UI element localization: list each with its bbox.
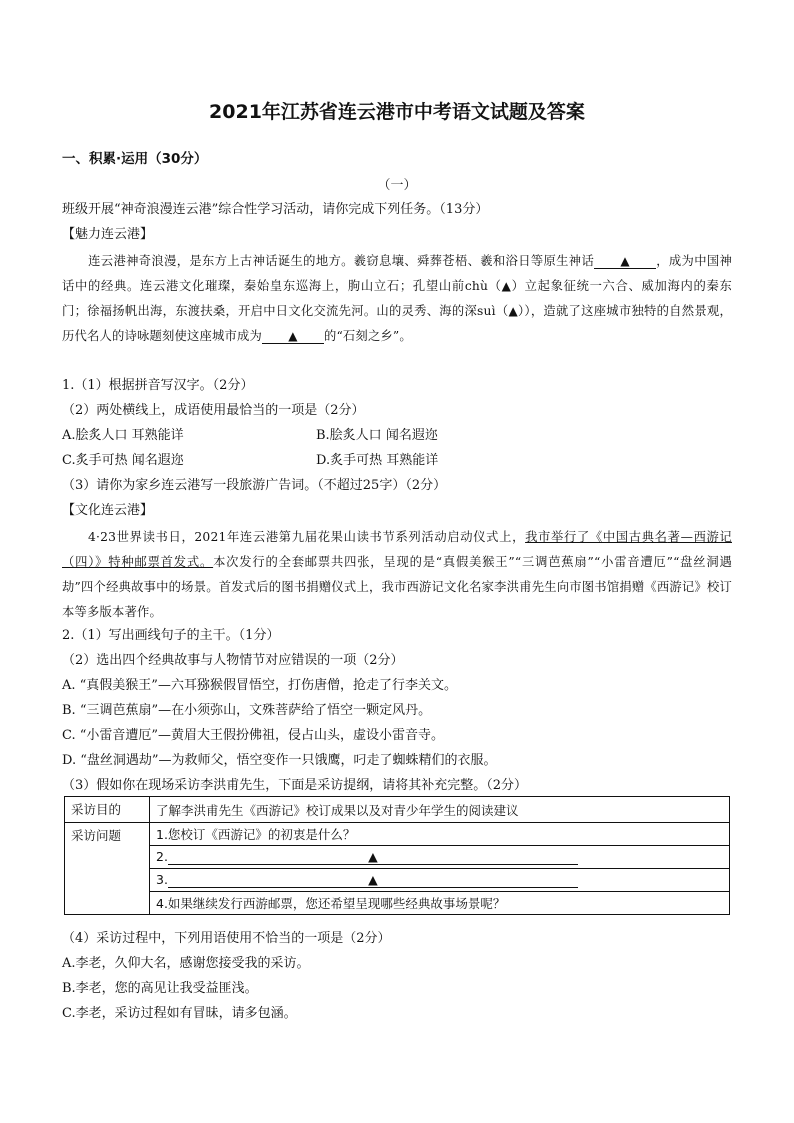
section-heading: 一、积累·运用（30分） <box>62 151 208 167</box>
underlined-sentence: 我市举行了《中国古典名 <box>525 530 668 544</box>
question-2-2: （2）选出四个经典故事与人物情节对应错误的一项（2分） <box>62 653 404 668</box>
answer-line[interactable] <box>168 873 578 888</box>
answer-blank[interactable] <box>262 329 324 344</box>
option-a[interactable]: A. “真假美猴王”—六耳猕猴假冒悟空，打伤唐僧，抢走了行李关文。 <box>62 678 457 693</box>
block-heading-culture: 【文化连云港】 <box>62 503 154 518</box>
passage-text: 之乡”。 <box>367 329 412 343</box>
option-b[interactable]: B.脍炙人口 闻名遐迩 <box>316 428 438 443</box>
block-heading-charm: 【魅力连云港】 <box>62 227 154 242</box>
passage-charm <box>62 249 732 349</box>
table-row <box>65 797 730 823</box>
triangle-marker: ▲ <box>368 849 378 864</box>
option-c[interactable]: C. “小雷音遭厄”—黄眉大王假扮佛祖，侵占山头，虚设小雷音寺。 <box>62 728 445 743</box>
question-2-1: 2.（1）写出画线句子的主干。（1分） <box>62 628 280 643</box>
table-row <box>65 869 730 892</box>
question-number: 2. <box>156 849 168 864</box>
option-a[interactable]: A.脍炙人口 耳熟能详 <box>62 428 184 443</box>
triangle-marker: ▲ <box>501 279 512 293</box>
question-1-3: （3）请你为家乡连云港写一段旅游广告词。（不超过25字）（2分） <box>62 478 447 493</box>
option-b[interactable]: B. “三调芭蕉扇”—在小须弥山，文殊菩萨给了悟空一颗定风丹。 <box>62 703 432 718</box>
triangle-marker: ▲ <box>368 872 378 887</box>
purpose-label: 采访目的 <box>65 797 150 823</box>
option-a[interactable]: A.李老，久仰大名，感谢您接受我的采访。 <box>62 956 310 971</box>
passage-text: 4·23世界读书日，2021年连云港第九届花果山读书节系列活动启动仪式上， <box>88 530 526 544</box>
passage-text: ），造就了这座城市独特的自然景观，历代名人的诗咏题刻使这座城市成为 <box>62 304 732 343</box>
question-2-4: （4）采访过程中，下列用语使用不恰当的一项是（2分） <box>62 931 391 946</box>
passage-text: 连云港神奇浪漫，是东方上古神话诞生的地方。羲窃息壤、舜葬苍梧、羲和浴日等原生神话 <box>88 254 595 268</box>
question-1-2: （2）两处横线上，成语使用最恰当的一项是（2分） <box>62 403 365 418</box>
purpose-text: 了解李洪甫先生《西游记》校订成果以及对青少年学生的阅读建议 <box>150 797 730 823</box>
interview-question-3[interactable] <box>150 869 730 892</box>
passage-culture <box>62 525 732 625</box>
interview-outline-table <box>64 796 730 915</box>
passage-text: ，成为中国神话中的经典。连云港文化璀璨，秦始皇东巡海上，朐山立石；孔望山前chù（ <box>62 254 732 293</box>
interview-question-2[interactable] <box>150 846 730 869</box>
option-d[interactable]: D. “盘丝洞遇劫”—为救师父，悟空变作一只饿鹰，叼走了蜘蛛精们的衣服。 <box>62 753 497 768</box>
question-number: 3. <box>156 872 168 887</box>
question-1-1: 1.（1）根据拼音写汉字。（2分） <box>62 378 254 393</box>
table-row <box>65 892 730 915</box>
passage-text: 本次发行的全套邮票共四张，呈现的是“真假美猴王”“三调芭蕉扇” <box>213 555 594 569</box>
passage-text: 的“石刻 <box>323 329 368 343</box>
table-row <box>65 846 730 869</box>
questions-label: 采访问题 <box>65 823 150 915</box>
answer-blank[interactable] <box>594 254 656 269</box>
interview-question-1: 1.您校订《西游记》的初衷是什么？ <box>150 823 730 846</box>
option-c[interactable]: C.李老，采访过程如有冒昧，请多包涵。 <box>62 1006 297 1021</box>
interview-question-4: 4.如果继续发行西游邮票，您还希望呈现哪些经典故事场景呢？ <box>150 892 730 915</box>
page-title: 2021年江苏省连云港市中考语文试题及答案 <box>209 101 585 123</box>
triangle-marker: ▲ <box>620 254 630 268</box>
option-c[interactable]: C.炙手可热 闻名遐迩 <box>62 453 184 468</box>
passage-text: ） <box>517 304 525 318</box>
part-number: （一） <box>377 178 417 193</box>
table-row <box>65 823 730 846</box>
option-d[interactable]: D.炙手可热 耳熟能详 <box>316 453 439 468</box>
task-intro: 班级开展“神奇浪漫连云港”综合性学习活动，请你完成下列任务。（13分） <box>62 202 489 217</box>
passage-text: 的深suì（ <box>451 304 509 318</box>
passage-text: “小雷音遭厄”“盘丝洞遇劫”四个经典故事中的场景。首发式后的图书捐赠仪式上，我市西游记文化名家李 <box>62 555 732 594</box>
answer-line[interactable] <box>168 850 578 865</box>
passage-text: ） <box>511 279 525 293</box>
passage-text: 立起象征统一六合、威加海内的秦东门；徐福扬帆出海，东渡扶桑，开启中日文化交流先河。山的灵秀、海 <box>62 279 733 318</box>
passage-text: 洪甫先生向市图书馆捐赠《西游记》校订本等多版本著作。 <box>62 580 732 619</box>
triangle-marker: ▲ <box>288 329 298 343</box>
option-b[interactable]: B.李老，您的高见让我受益匪浅。 <box>62 981 258 996</box>
question-2-3: （3）假如你在现场采访李洪甫先生，下面是采访提纲，请将其补充完整。（2分） <box>62 778 528 793</box>
underlined-sentence: 著—西游记（四）》特种邮票首发式。 <box>62 530 732 569</box>
triangle-marker: ▲ <box>508 304 518 318</box>
